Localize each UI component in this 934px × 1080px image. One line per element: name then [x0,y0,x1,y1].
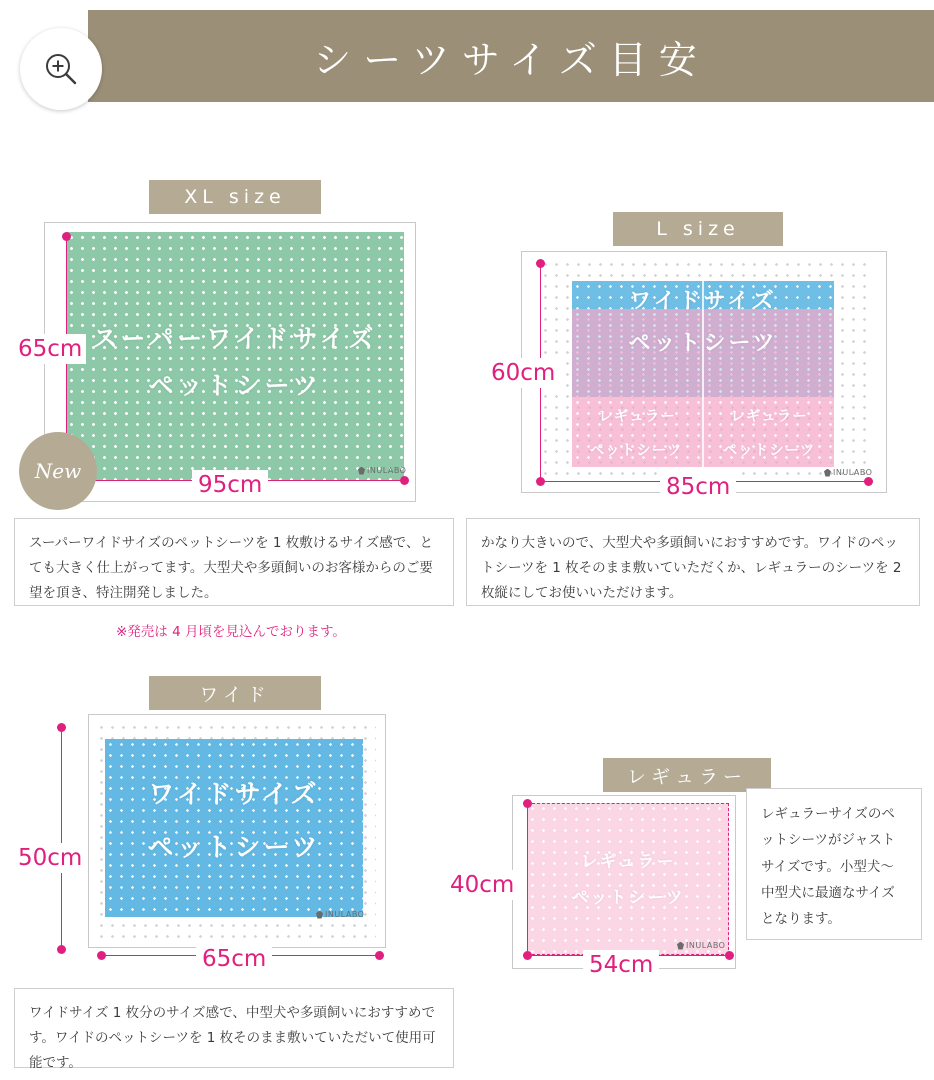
regular-size-tab: レギュラー [603,758,771,792]
regular-note-box: レギュラーサイズのペットシーツがジャストサイズです。小型犬～中型犬に最適なサイズとなります。 [746,788,922,940]
inulabo-logo-icon [824,469,831,477]
xl-sheet-label-line1: スーパーワイドサイズ [92,324,378,353]
xl-watermark-text: INULABO [367,466,407,475]
regular-dim-dot-tl [523,799,532,808]
page-header [88,10,934,102]
regular-height-label: 40cm [446,870,518,900]
l-regular-left-line2: ペットシーツ [589,443,683,459]
l-note-box: かなり大きいので、大型犬や多頭飼いにおすすめです。ワイドのペットシーツを 1 枚そのまま敷いていただくか、レギュラーのシーツを 2 枚縦にしてお使いいただけます。 [466,518,920,606]
zoom-in-glyph [41,49,81,89]
l-height-label: 60cm [487,358,559,388]
xl-watermark [358,466,406,475]
wide-dim-dot-br [375,951,384,960]
inulabo-logo-icon [677,942,684,950]
wide-dim-dot-bl2 [97,951,106,960]
regular-height-dim-line [527,807,528,955]
xl-release-note: ※発売は 4 月頃を見込んでおります。 [116,624,346,640]
regular-sheet-label-line2: ペットシーツ [571,888,685,908]
wide-width-label: 65cm [196,944,272,974]
regular-watermark [677,941,725,950]
wide-watermark-text: INULABO [325,910,365,919]
l-size-tab: L size [613,212,783,246]
xl-width-label: 95cm [192,470,268,500]
wide-dim-dot-tl [57,723,66,732]
l-dim-dot-tl [536,259,545,268]
l-regular-right-line2: ペットシーツ [722,443,816,459]
wide-note-box: ワイドサイズ 1 枚分のサイズ感で、中型犬や多頭飼いにおすすめです。ワイドのペットシーツを 1 枚そのまま敷いていただいて使用可能です。 [14,988,454,1068]
regular-dim-dot-br [725,951,734,960]
l-regular-right-line1: レギュラー [730,409,808,425]
l-width-label: 85cm [660,472,736,502]
l-regular-left-line1: レギュラー [598,409,676,425]
l-watermark-text: INULABO [833,468,873,477]
xl-height-label: 65cm [14,334,86,364]
xl-size-tab: XL size [149,180,321,214]
regular-sheet-label-line1: レギュラー [580,852,676,872]
xl-note-box: スーパーワイドサイズのペットシーツを 1 枚敷けるサイズ感で、とても大きく仕上がってます。大型犬や多頭飼いのお客様からのご要望を頂き、特注開発しました。 [14,518,454,606]
zoom-in-icon[interactable] [20,28,102,110]
l-wide-label-line2: ペットシーツ [628,331,778,356]
wide-height-dim-line [61,727,62,949]
inulabo-logo-icon [358,467,365,475]
wide-sheet-label-line1: ワイドサイズ [148,780,320,810]
inulabo-logo-icon [316,911,323,919]
wide-dim-dot-bl [57,945,66,954]
l-dim-dot-br [864,477,873,486]
l-watermark [824,468,872,477]
xl-sheet-label-line2: ペットシーツ [148,371,322,400]
xl-dim-dot-tl [62,232,71,241]
regular-sheet-dashed-outline [527,803,729,955]
regular-width-label: 54cm [583,950,659,980]
xl-dim-dot-br [400,476,409,485]
wide-height-label: 50cm [14,843,86,873]
page-title: シーツサイズ目安 [313,37,709,82]
wide-watermark [316,910,364,919]
l-wide-label-line1: ワイドサイズ [629,289,777,314]
regular-watermark-text: INULABO [686,941,726,950]
wide-size-tab: ワイド [149,676,321,710]
new-badge: New [19,432,97,510]
wide-sheet-label-line2: ペットシーツ [147,833,321,863]
